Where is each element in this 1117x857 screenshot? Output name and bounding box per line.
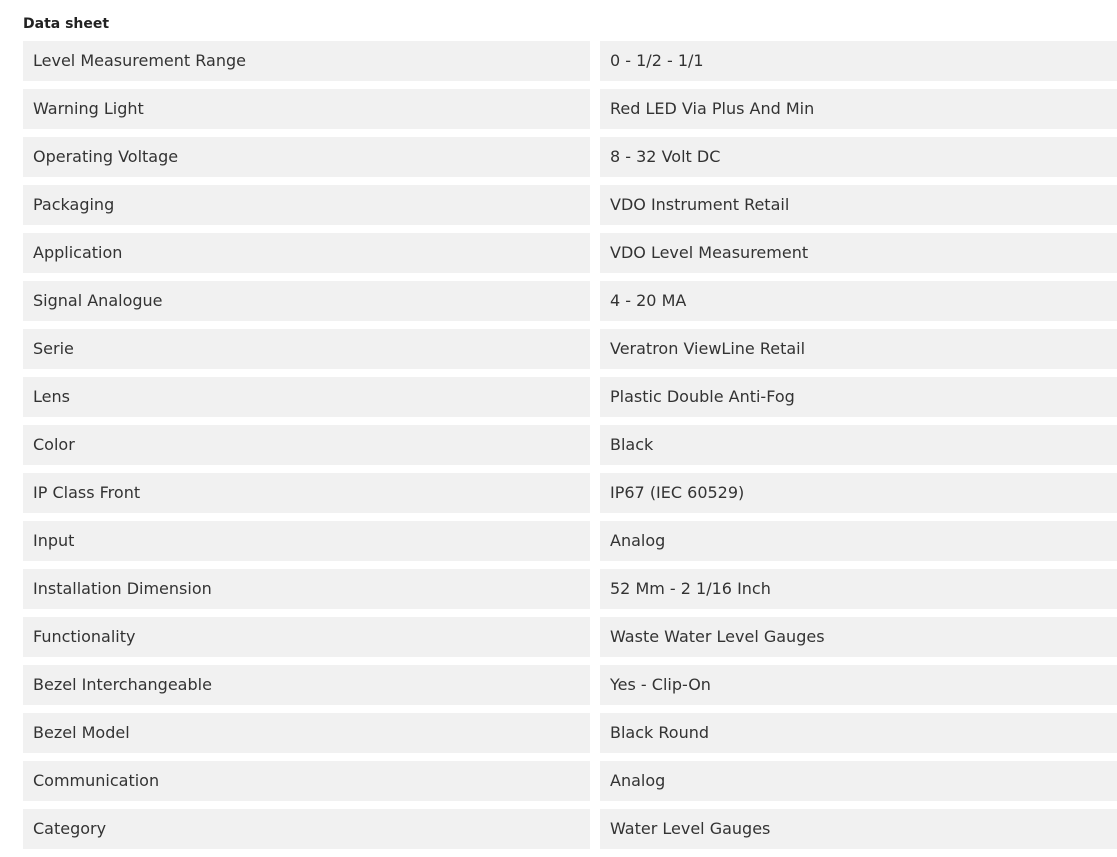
row-value: Plastic Double Anti-Fog bbox=[600, 377, 1117, 417]
row-value: Black Round bbox=[600, 713, 1117, 753]
row-value: 52 Mm - 2 1/16 Inch bbox=[600, 569, 1117, 609]
table-row bbox=[23, 809, 1117, 849]
table-row bbox=[23, 329, 1117, 369]
row-value: VDO Instrument Retail bbox=[600, 185, 1117, 225]
row-label: Communication bbox=[23, 761, 590, 801]
table-row bbox=[23, 713, 1117, 753]
row-label: Input bbox=[23, 521, 590, 561]
table-row bbox=[23, 761, 1117, 801]
row-value: 4 - 20 MA bbox=[600, 281, 1117, 321]
table-row bbox=[23, 521, 1117, 561]
row-value: Waste Water Level Gauges bbox=[600, 617, 1117, 657]
table-row bbox=[23, 137, 1117, 177]
row-label: Lens bbox=[23, 377, 590, 417]
row-label: Packaging bbox=[23, 185, 590, 225]
row-label: Bezel Model bbox=[23, 713, 590, 753]
row-label: IP Class Front bbox=[23, 473, 590, 513]
row-value: Black bbox=[600, 425, 1117, 465]
table-row bbox=[23, 41, 1117, 81]
row-label: Application bbox=[23, 233, 590, 273]
row-label: Serie bbox=[23, 329, 590, 369]
row-label: Functionality bbox=[23, 617, 590, 657]
row-value: Veratron ViewLine Retail bbox=[600, 329, 1117, 369]
table-row bbox=[23, 617, 1117, 657]
section-title: Data sheet bbox=[23, 16, 110, 32]
row-value: 0 - 1/2 - 1/1 bbox=[600, 41, 1117, 81]
row-value: IP67 (IEC 60529) bbox=[600, 473, 1117, 513]
data-sheet-table bbox=[23, 41, 1117, 857]
table-row bbox=[23, 569, 1117, 609]
row-value: Yes - Clip-On bbox=[600, 665, 1117, 705]
row-label: Bezel Interchangeable bbox=[23, 665, 590, 705]
table-row bbox=[23, 425, 1117, 465]
row-value: Analog bbox=[600, 521, 1117, 561]
table-row bbox=[23, 473, 1117, 513]
row-label: Category bbox=[23, 809, 590, 849]
row-value: Water Level Gauges bbox=[600, 809, 1117, 849]
row-value: Analog bbox=[600, 761, 1117, 801]
row-value: 8 - 32 Volt DC bbox=[600, 137, 1117, 177]
row-value: Red LED Via Plus And Min bbox=[600, 89, 1117, 129]
row-label: Signal Analogue bbox=[23, 281, 590, 321]
row-label: Installation Dimension bbox=[23, 569, 590, 609]
row-label: Operating Voltage bbox=[23, 137, 590, 177]
row-label: Color bbox=[23, 425, 590, 465]
row-label: Warning Light bbox=[23, 89, 590, 129]
table-row bbox=[23, 281, 1117, 321]
table-row bbox=[23, 185, 1117, 225]
table-row bbox=[23, 665, 1117, 705]
row-value: VDO Level Measurement bbox=[600, 233, 1117, 273]
table-row bbox=[23, 377, 1117, 417]
table-row bbox=[23, 89, 1117, 129]
row-label: Level Measurement Range bbox=[23, 41, 590, 81]
table-row bbox=[23, 233, 1117, 273]
